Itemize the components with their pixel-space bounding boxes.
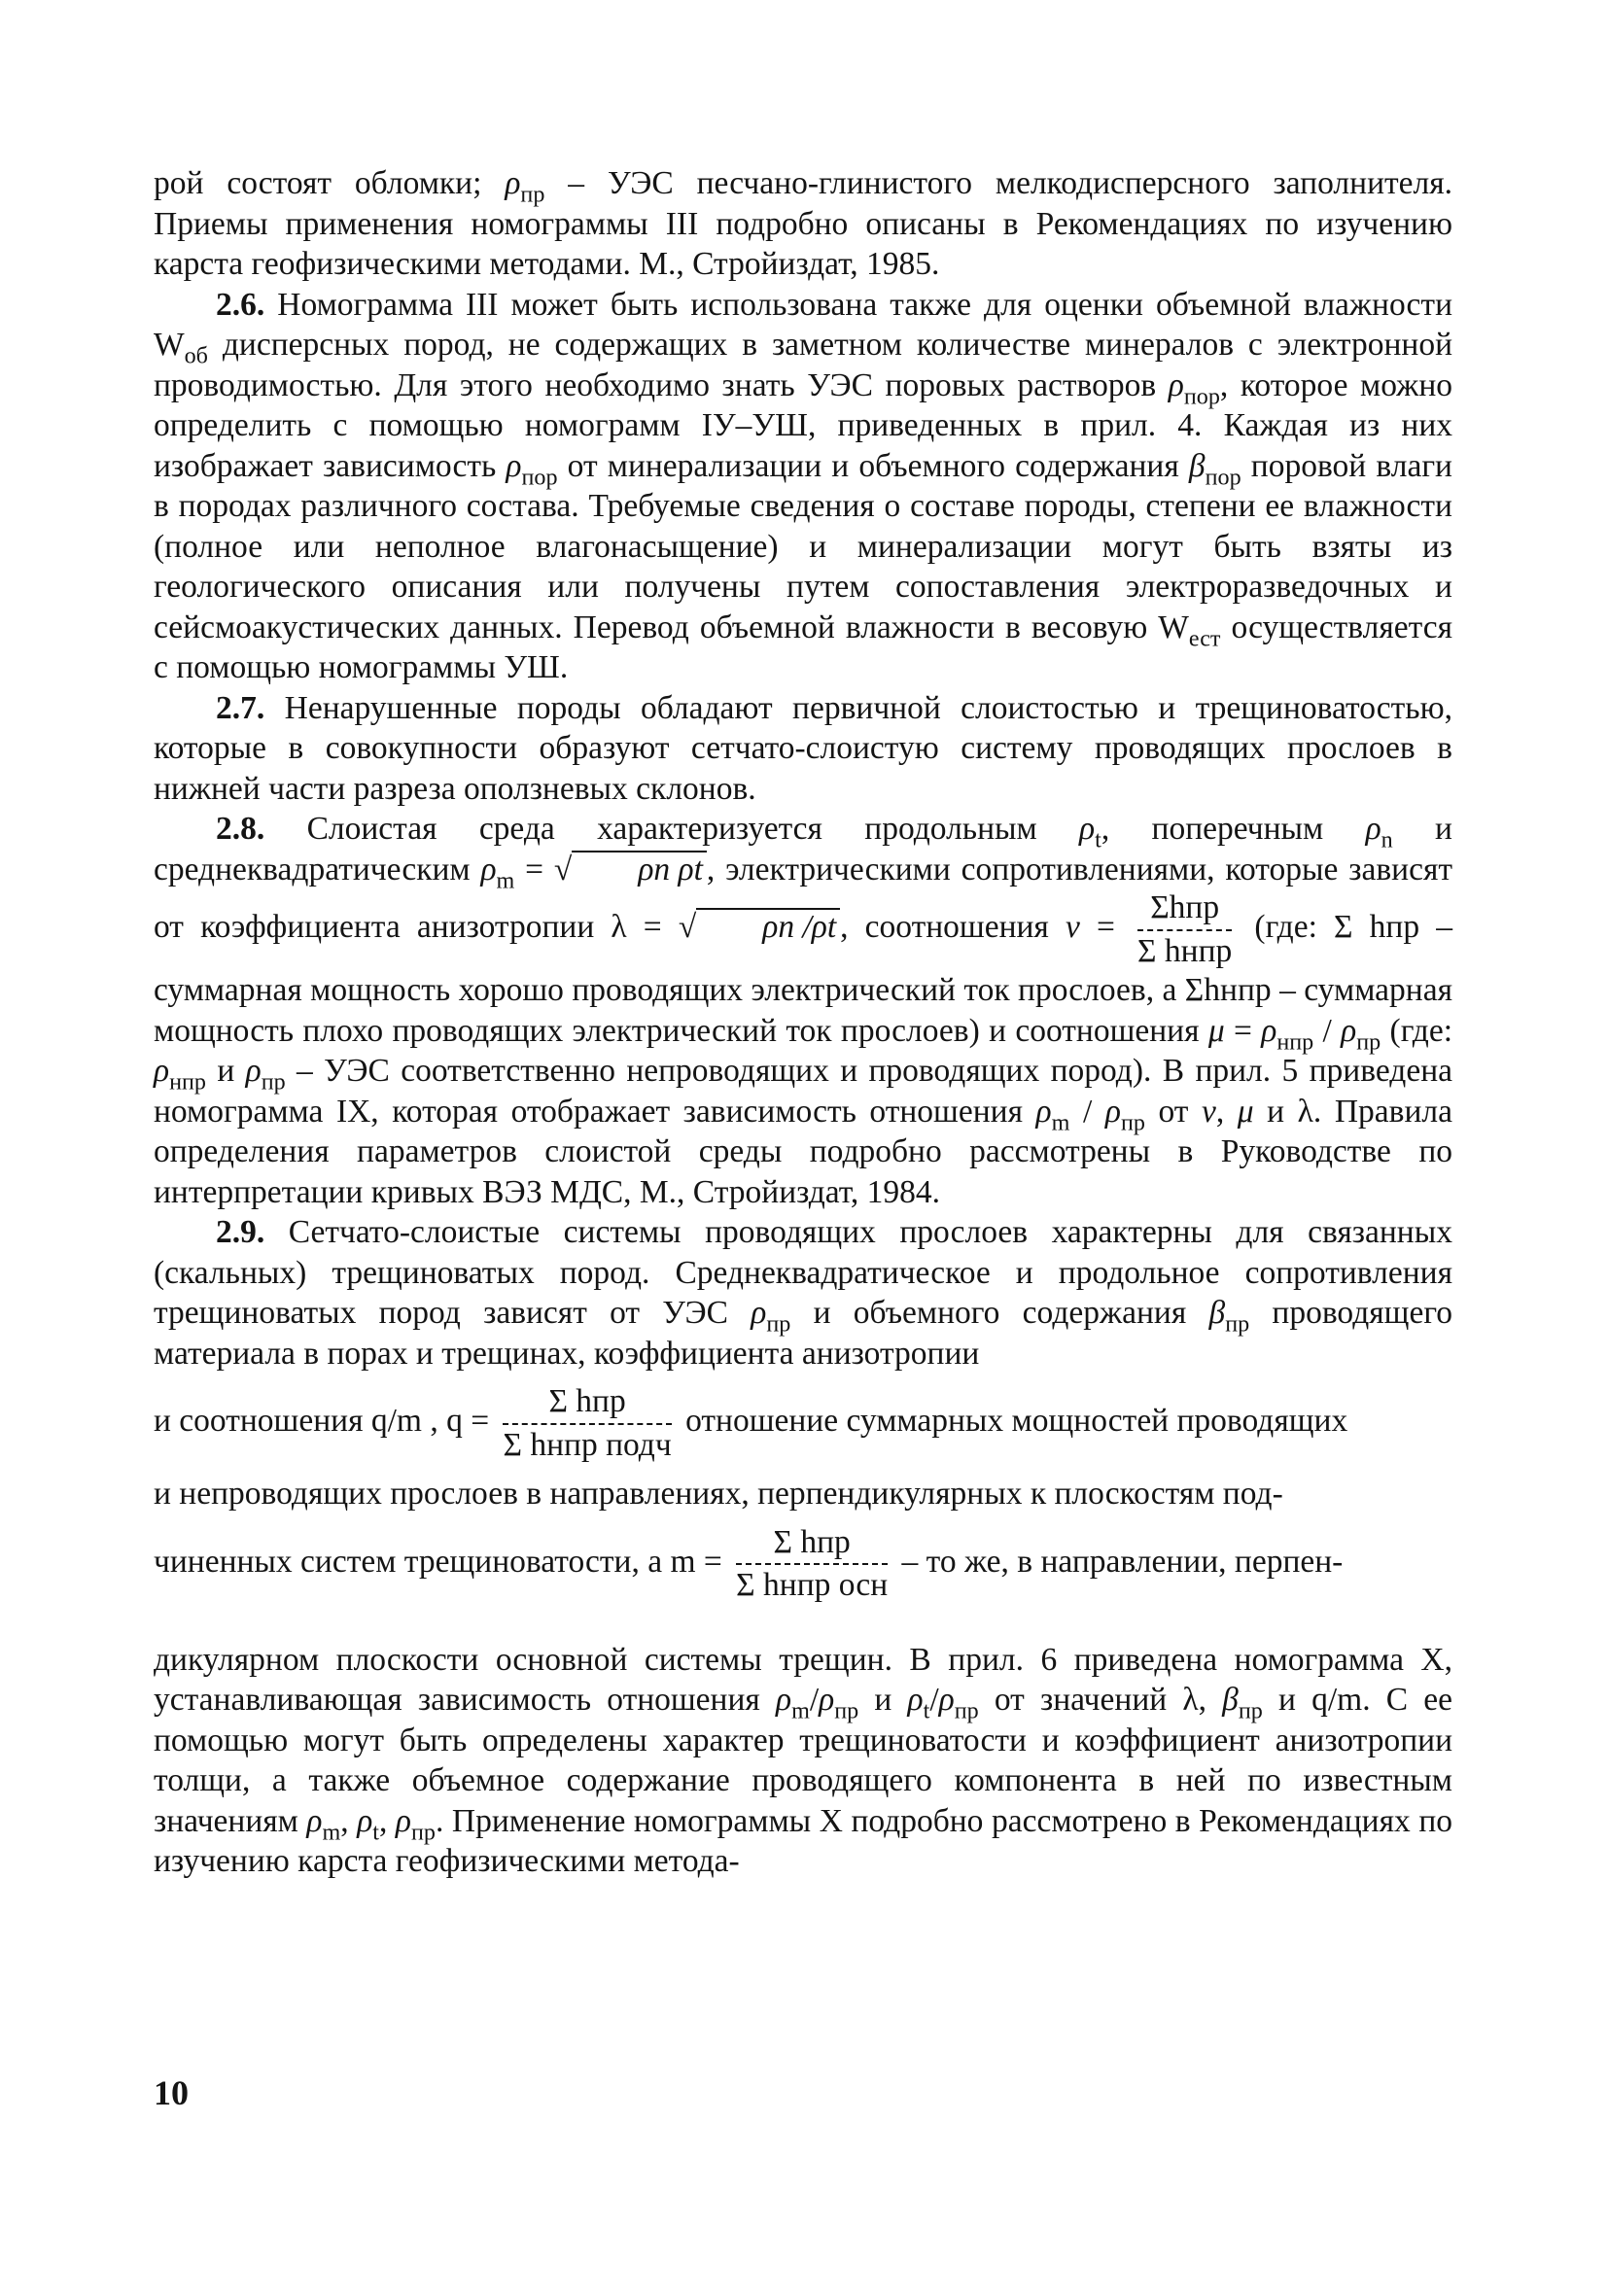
subscript: пр [411,1820,436,1846]
text: отношение суммарных мощностей проводящих [677,1403,1348,1440]
fraction-q [503,1383,671,1464]
text: Сетчато-слоистые системы проводящих прослоев характерны для связанных (скальных) трещиноватых пород. Среднеквадратическое и продольное сопротивления трещиноватых пород зависят от УЭС [154,1214,1452,1332]
subscript: пр [1225,1311,1250,1338]
sqrt-expression: ρn ρt [572,851,707,888]
page-number: 10 [154,2073,189,2112]
subscript: нпр [1276,1028,1314,1055]
nu-symbol: ν [1065,909,1080,946]
text: – УЭС песчано-глинистого мелкодисперсного заполнителя. Приемы применения номограммы III подробно описаны в Рекомендациях по изучению карста геофизическими методами. М., Стройиздат, 1985. [154,165,1453,282]
subscript: пор [521,464,558,490]
rho-symbol: ρ [1365,811,1381,847]
rho-symbol: ρ [751,1295,767,1332]
rho-symbol: ρ [1168,366,1184,403]
rho-symbol: ρ [1079,811,1096,847]
rho-symbol: ρ [245,1053,262,1090]
subscript: пр [766,1311,791,1338]
document-body [154,163,1452,1882]
text: дисперсных пород, не содержащих в заметном количестве минералов с электронной проводимостью. Для этого необходимо знать УЭС поровых растворов [154,327,1452,403]
paragraph-2-9-continued: дикулярном плоскости основной системы трещин. В прил. 6 приведена номограмма X, устанавливающая зависимость отношения $\rho_m/\rho_{пр}$ и $\rho_t/\rho_{пр}$ от значений λ, $\beta_{пр}$ и q/m. С ее помощью могут быть определены характер трещиноватости и коэффициент анизотропии толщи, а также объемное содержание проводящего компонента в ней по известным значениям $\rho_m$, $\rho_t$, $\rho_{пр}$. Применение номограммы X подробно рассмотрено в Рекомендациях по изучению карста геофизическими метода- [154,1641,1452,1880]
beta-symbol: β [1188,447,1206,484]
text: – то же, в направлении, перпен- [893,1543,1344,1580]
subscript: t [372,1820,379,1846]
formula-line-m [154,1524,1452,1605]
text: и соотношения q/m , q = [154,1403,498,1440]
fraction-nu [1137,889,1232,970]
subscript: t [923,1698,930,1724]
text: и [858,1682,908,1719]
text: рой состоят обломки; [154,165,506,201]
subscript: пр [1356,1028,1381,1055]
subscript: m [496,867,515,893]
paragraph-intro [154,163,1452,285]
rho-symbol: ρ [306,1802,323,1839]
slash: / [1069,1093,1105,1130]
subscript: пр [1238,1698,1263,1724]
rho-symbol: ρ [505,165,521,201]
paragraph-2-6 [154,285,1452,688]
rho-symbol: ρ [357,1802,373,1839]
subscript: об [184,343,208,369]
slash: / [1313,1012,1342,1049]
text: , [1215,1093,1238,1130]
section-number: 2.6. [216,286,265,323]
subscript: пор [1205,464,1241,490]
subscript: нпр [169,1069,206,1096]
text: , которое можно определить с помощью номограмм IУ–УШ, приведенных в прил. 4. Каждая из них изображает зависимость [154,366,1452,484]
fraction-m [736,1524,888,1605]
rho-symbol: ρ [480,851,497,887]
text: , электрическими сопротивлениями, которые зависят от коэффициента анизотропии λ = √ [154,851,1452,946]
fraction-denominator: Σ hнпр [1137,932,1233,969]
paragraph-2-7 [154,688,1452,810]
text: и λ. Правила определения параметров слоистой среды подробно рассмотрены в Руководстве по интерпретации кривых ВЭЗ МДС, М., Стройиздат, 1984. [154,1093,1452,1210]
rho-symbol: ρ [938,1682,955,1719]
sqrt-expression: ρn /ρt [696,908,840,946]
section-number: 2.8. [216,811,265,847]
text: и непроводящих прослоев в направлениях, перпендикулярных к плоскостям под- [154,1476,1283,1513]
text: поровой влаги в породах различного состава. Требуемые сведения о составе породы, степени ее влажности (полное или неполное влагонасыщение) и минерализации могут быть взяты из геологического описания или получены путем сопоставления электроразведочных и сейсмоакустических данных. Перевод объемной влажности в весовую W [154,447,1452,645]
rho-symbol: ρ [1035,1093,1052,1130]
rho-symbol: ρ [1261,1012,1277,1049]
subscript: ест [1188,625,1221,651]
text: (где: [1381,1012,1452,1049]
rho-symbol: ρ [1341,1012,1357,1049]
beta-symbol: β [1208,1295,1226,1332]
text: , соотношения [840,909,1066,946]
text: от минерализации и объемного содержания [557,447,1189,484]
rho-symbol: ρ [907,1682,924,1719]
paragraph-2-9 [154,1212,1452,1374]
fraction-numerator: Σ hпр [736,1524,888,1566]
text: (где: Σ hпр – суммарная мощность хорошо проводящих электрический ток прослоев, а Σhнпр – суммарная мощность плохо проводящих электрический ток прослоев) и соотношения [154,909,1452,1049]
subscript: m [1051,1109,1070,1135]
text: . Применение номограммы X подробно рассмотрено в Рекомендациях по изучению карста геофизическими метода- [154,1802,1452,1880]
rho-symbol: ρ [154,1053,170,1090]
text: – УЭС соответственно непроводящих и проводящих пород). В прил. 5 приведена номограмма IX, которая отображает зависимость отношения [154,1053,1452,1130]
subscript: пр [520,182,545,208]
text: , [340,1802,358,1839]
equals-sign: = [1079,909,1133,946]
text: и [205,1053,246,1090]
text: и среднеквадратическим [154,811,1452,887]
fraction-numerator: Σhпр [1137,889,1232,931]
subscript: m [791,1698,810,1724]
subscript: t [1095,827,1101,853]
text: Номограмма III может быть использована также для оценки объемной влажности W [154,286,1452,363]
subscript: пр [261,1069,286,1096]
text: Ненарушенные породы обладают первичной слоистостью и трещиноватостью, которые в совокупности образуют сетчато-слоистую систему проводящих прослоев в нижней части разреза оползневых склонов. [154,689,1452,807]
text: от значений λ, [978,1682,1223,1719]
rho-symbol: ρ [776,1682,792,1719]
text: дикулярном плоскости основной системы трещин. В прил. 6 приведена номограмма X, устанавливающая зависимость отношения [154,1641,1452,1719]
beta-symbol: β [1222,1682,1239,1719]
equals-sqrt: = √ [514,851,573,887]
text: Слоистая среда характеризуется продольным [264,811,1080,847]
text: от [1144,1093,1202,1130]
fraction-numerator: Σ hпр [503,1383,671,1425]
text: осуществляется с помощью номограммы УШ. [154,609,1452,685]
subscript: пр [1120,1109,1145,1135]
rho-symbol: ρ [1104,1093,1121,1130]
subscript: пр [954,1698,979,1724]
mu-symbol: μ [1237,1093,1254,1130]
line-continuation [154,1474,1452,1514]
text: , поперечным [1101,811,1366,847]
subscript: n [1381,827,1393,853]
text: и объемного содержания [790,1295,1209,1332]
formula-line-q [154,1383,1452,1464]
fraction-denominator: Σ hнпр подч [503,1426,672,1463]
subscript: m [322,1820,341,1846]
subscript: пор [1183,383,1220,409]
section-number: 2.7. [216,689,265,726]
mu-symbol: μ [1207,1012,1225,1049]
rho-symbol: ρ [506,447,522,484]
rho-symbol: ρ [395,1802,412,1839]
section-number: 2.9. [216,1214,265,1251]
text: , [379,1802,396,1839]
equals-sign: = [1224,1012,1262,1049]
text: проводящего материала в порах и трещинах, коэффициента анизотропии [154,1295,1452,1372]
paragraph-2-8 [154,809,1452,1212]
text: чиненных систем трещиноватости, а m = [154,1543,731,1580]
spacer [154,1615,1452,1640]
nu-symbol: ν [1201,1093,1216,1130]
rho-symbol: ρ [819,1682,835,1719]
text: и q/m. С ее помощью могут быть определены характер трещиноватости и коэффициент анизотропии толщи, а также объемное содержание проводящего компонента в ней по известным значениям [154,1682,1452,1839]
fraction-denominator: Σ hнпр осн [736,1567,889,1604]
subscript: пр [834,1698,859,1724]
